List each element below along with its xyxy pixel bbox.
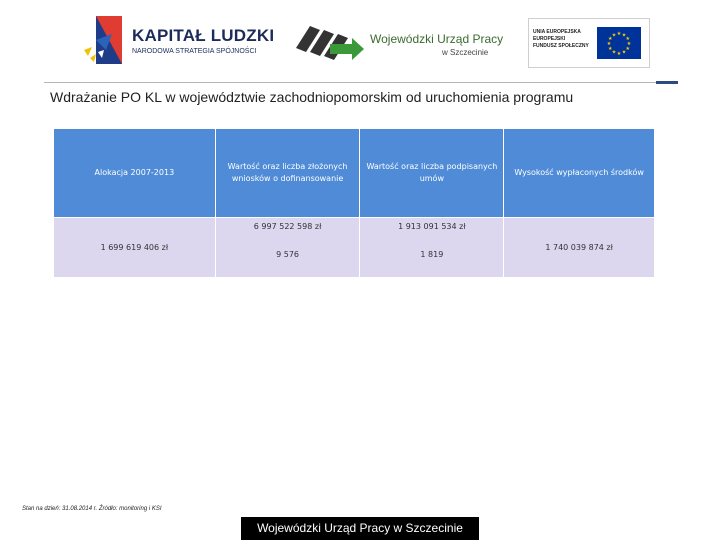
svg-text:★: ★ xyxy=(625,46,630,52)
svg-text:★: ★ xyxy=(616,31,622,37)
contracts-count: 1 819 xyxy=(420,250,444,259)
wup-emblem-icon xyxy=(292,18,368,68)
kapital-ludzki-logo xyxy=(82,14,275,70)
cell-allocation: 1 699 619 406 zł xyxy=(54,218,216,278)
footer-banner: Wojewódzki Urząd Pracy w Szczecinie xyxy=(241,517,479,540)
svg-text:★: ★ xyxy=(626,41,632,47)
page-title: Wdrażanie PO KL w województwie zachodniopomorskim od uruchomienia programu xyxy=(50,89,574,105)
svg-text:★: ★ xyxy=(621,49,627,56)
header-contracts: Wartość oraz liczba podpisanych umów xyxy=(360,129,504,218)
applications-count: 9 576 xyxy=(276,250,300,259)
header-allocation: Alokacja 2007-2013 xyxy=(54,129,216,218)
logo-bar xyxy=(0,0,720,80)
wup-title: Wojewódzki Urząd Pracy xyxy=(370,32,504,46)
svg-text:★: ★ xyxy=(611,32,617,39)
svg-text:★: ★ xyxy=(611,49,617,56)
svg-text:★: ★ xyxy=(616,51,622,57)
svg-text:★: ★ xyxy=(606,41,612,47)
cell-applications xyxy=(215,218,360,278)
kapital-ludzki-emblem-icon xyxy=(82,14,128,70)
eu-logo-text xyxy=(533,29,591,50)
contracts-value: 1 913 091 534 zł xyxy=(398,222,466,231)
svg-text:★: ★ xyxy=(608,46,613,52)
header-divider-accent xyxy=(656,81,678,84)
implementation-table xyxy=(53,128,655,278)
eu-logo-line: UNIA EUROPEJSKA xyxy=(533,29,581,35)
cell-contracts xyxy=(360,218,504,278)
header-paid: Wysokość wypłaconych środków xyxy=(504,129,655,218)
eu-logo xyxy=(528,18,650,68)
svg-text:★: ★ xyxy=(608,36,613,42)
eu-logo-line: EUROPEJSKI xyxy=(533,36,566,42)
eu-flag-icon xyxy=(597,27,641,59)
header-applications: Wartość oraz liczba złożonych wniosków o dofinansowanie xyxy=(215,129,360,218)
cell-paid: 1 740 039 874 zł xyxy=(504,218,655,278)
wup-logo xyxy=(292,18,502,68)
table-header-row xyxy=(54,129,655,218)
svg-text:★: ★ xyxy=(625,36,630,42)
eu-logo-line: FUNDUSZ SPOŁECZNY xyxy=(533,43,589,49)
kapital-ludzki-subtitle: NARODOWA STRATEGIA SPÓJNOŚCI xyxy=(132,48,257,55)
source-footnote: Stan na dzień: 31.08.2014 r. Źródło: monitoring i KSI xyxy=(22,506,162,512)
header-divider xyxy=(44,82,658,83)
svg-text:★: ★ xyxy=(621,32,627,39)
applications-value: 6 997 522 598 zł xyxy=(253,222,322,231)
kapital-ludzki-title: KAPITAŁ LUDZKI xyxy=(132,26,275,45)
table-row xyxy=(54,218,655,278)
wup-subtitle: w Szczecinie xyxy=(442,48,489,57)
